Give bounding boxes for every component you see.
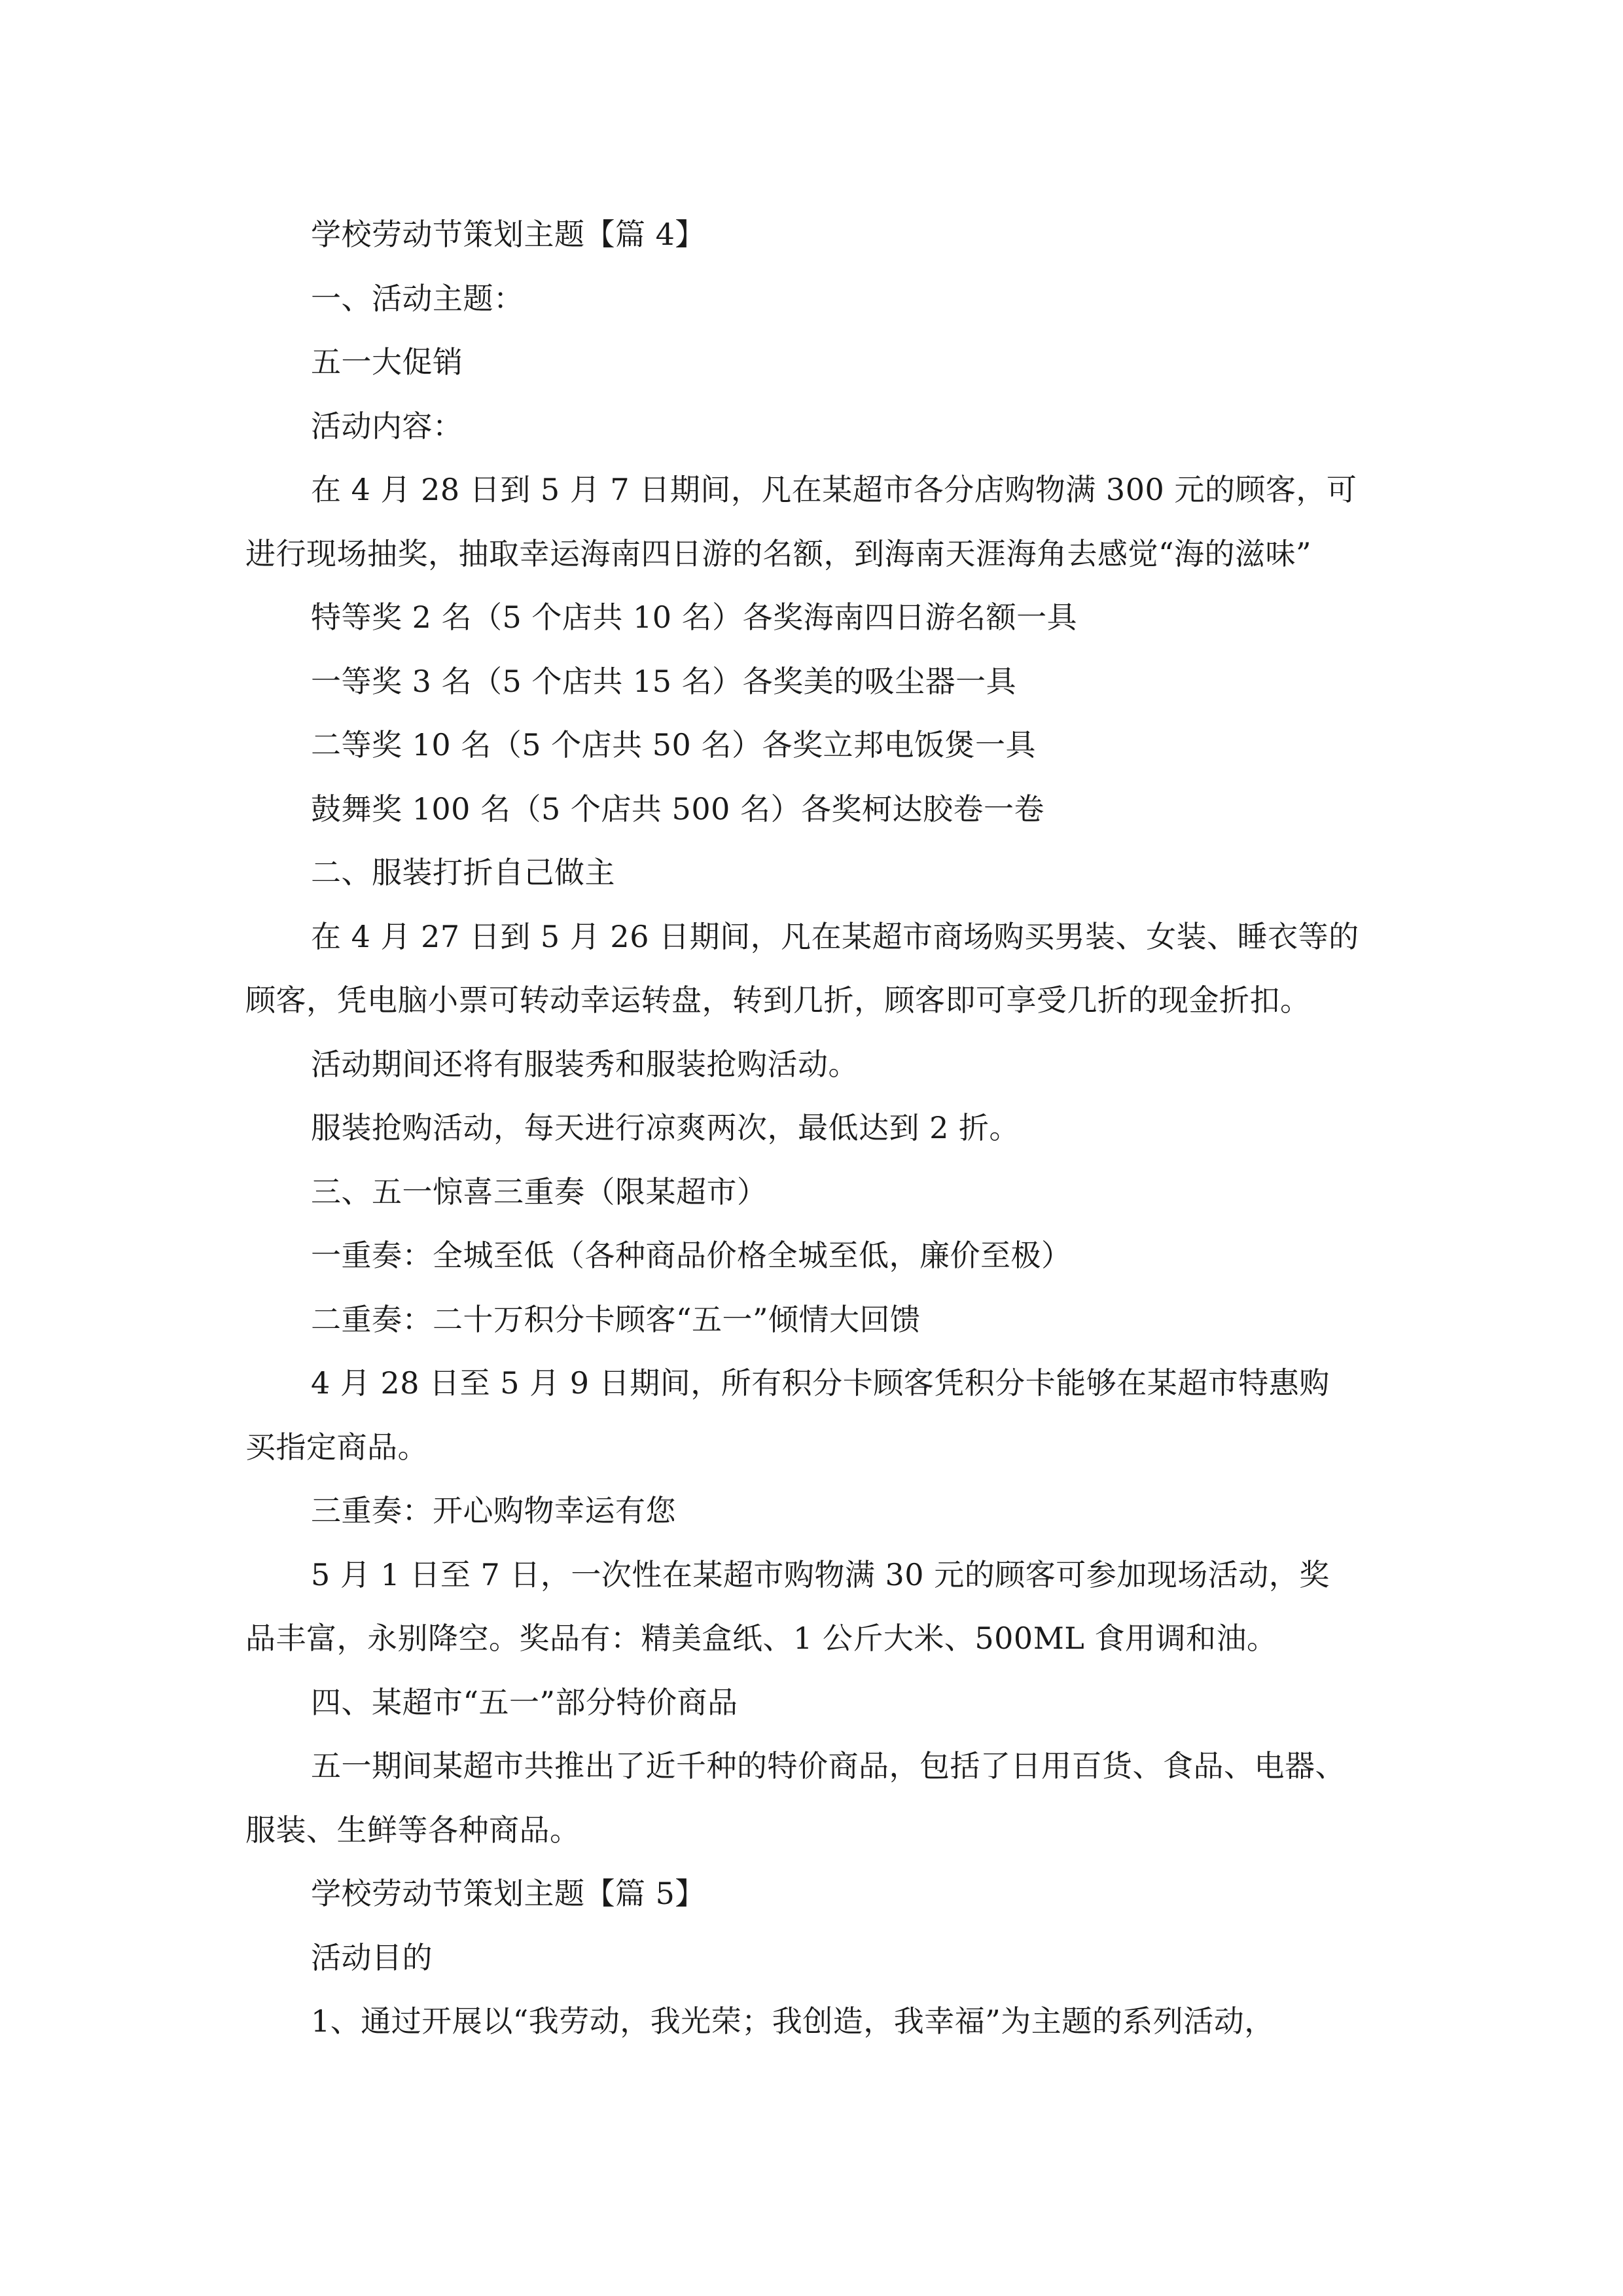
paragraph-line: 5 月 1 日至 7 日，一次性在某超市购物满 30 元的顾客可参加现场活动，奖	[311, 1556, 1330, 1592]
section-title-part-5: 学校劳动节策划主题【篇 5】	[311, 1876, 705, 1911]
heading-clothing-discount: 二、服装打折自己做主	[311, 855, 615, 890]
heading-surprise-trio: 三、五一惊喜三重奏（限某超市）	[311, 1174, 768, 1210]
paragraph-line: 品丰富，永别降空。奖品有：精美盒纸、1 公斤大米、500ML 食用调和油。	[245, 1621, 1277, 1656]
paragraph-line: 1、通过开展以“我劳动，我光荣；我创造，我幸福”为主题的系列活动，	[311, 2003, 1275, 2039]
paragraph-line: 4 月 28 日至 5 月 9 日期间，所有积分卡顾客凭积分卡能够在某超市特惠购	[311, 1365, 1330, 1401]
prize-line: 特等奖 2 名（5 个店共 10 名）各奖海南四日游名额一具	[311, 600, 1078, 635]
heading-activity-purpose: 活动目的	[311, 1939, 433, 1975]
paragraph-line: 在 4 月 27 日到 5 月 26 日期间，凡在某超市商场购买男装、女装、睡衣等的	[311, 918, 1359, 954]
heading-activity-theme: 一、活动主题：	[311, 280, 524, 316]
heading-activity-content: 活动内容：	[311, 408, 463, 444]
paragraph-line: 五一大促销	[311, 344, 463, 380]
paragraph-line: 在 4 月 28 日到 5 月 7 日期间，凡在某超市各分店购物满 300 元的顾客，可	[311, 472, 1357, 507]
paragraph-line: 二重奏：二十万积分卡顾客“五一”倾情大回馈	[311, 1301, 921, 1337]
paragraph-line: 服装抢购活动，每天进行凉爽两次，最低达到 2 折。	[311, 1110, 1020, 1145]
paragraph-line: 服装、生鲜等各种商品。	[245, 1812, 580, 1848]
paragraph-line: 三重奏：开心购物幸运有您	[311, 1493, 676, 1528]
paragraph-line: 进行现场抽奖，抽取幸运海南四日游的名额，到海南天涯海角去感觉“海的滋味”	[245, 535, 1312, 571]
paragraph-line: 活动期间还将有服装秀和服装抢购活动。	[311, 1046, 859, 1082]
prize-line: 一等奖 3 名（5 个店共 15 名）各奖美的吸尘器一具	[311, 663, 1017, 699]
paragraph-line: 一重奏：全城至低（各种商品价格全城至低，廉价至极）	[311, 1238, 1072, 1273]
document-body	[245, 203, 1381, 2054]
heading-special-offers: 四、某超市“五一”部分特价商品	[311, 1684, 738, 1720]
prize-line: 二等奖 10 名（5 个店共 50 名）各奖立邦电饭煲一具	[311, 727, 1036, 762]
prize-line: 鼓舞奖 100 名（5 个店共 500 名）各奖柯达胶卷一卷	[311, 791, 1044, 827]
section-title-part-4: 学校劳动节策划主题【篇 4】	[311, 217, 705, 252]
paragraph-line: 买指定商品。	[245, 1429, 428, 1465]
paragraph-line: 顾客，凭电脑小票可转动幸运转盘，转到几折，顾客即可享受几折的现金折扣。	[245, 982, 1311, 1018]
paragraph-line: 五一期间某超市共推出了近千种的特价商品，包括了日用百货、食品、电器、	[311, 1748, 1346, 1784]
